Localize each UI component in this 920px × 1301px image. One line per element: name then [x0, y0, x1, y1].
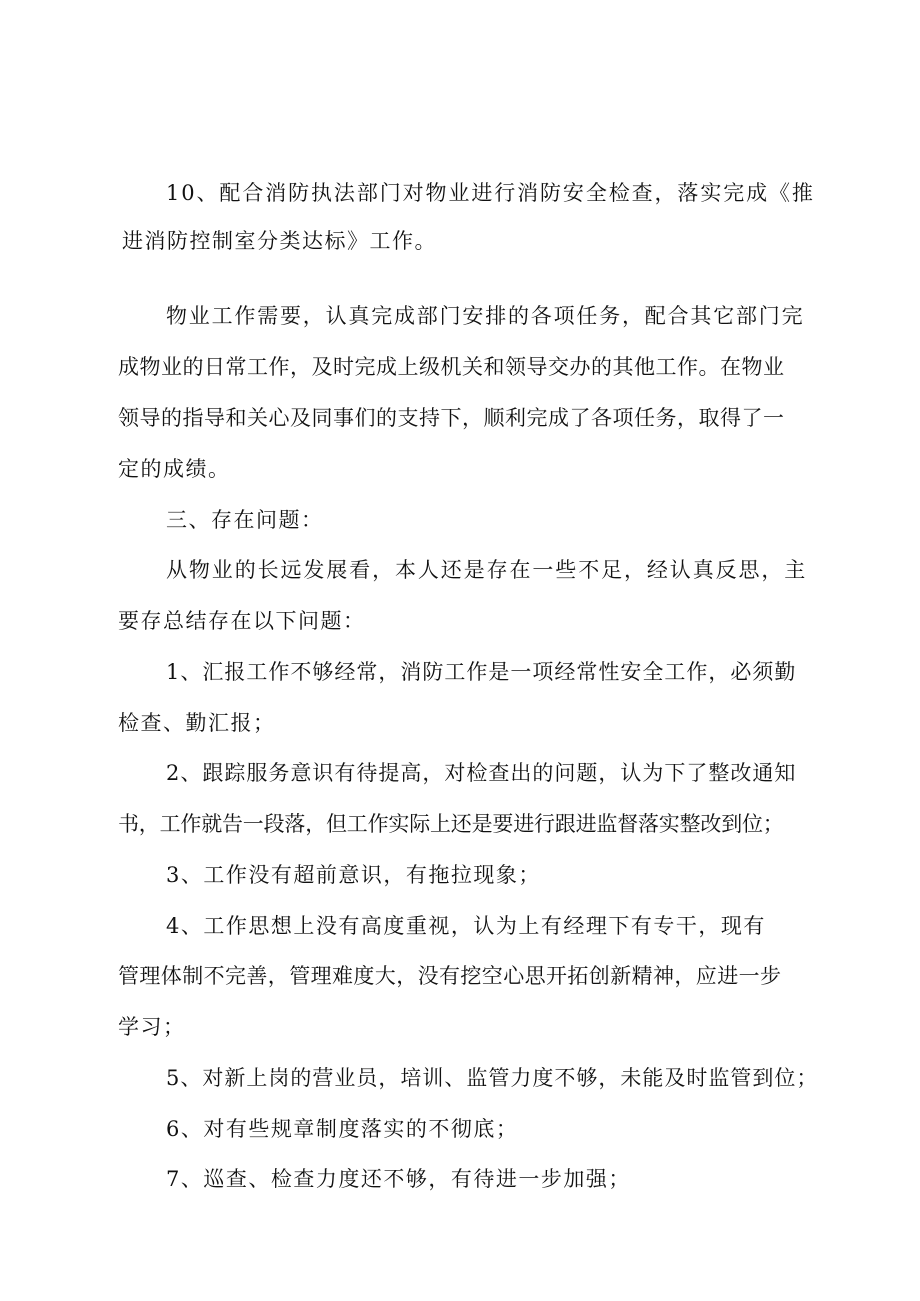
text-line-8: 从物业的长远发展看，本人还是存在一些不足，经认真反思，主	[166, 558, 808, 582]
list-item-6: 6、对有些规章制度落实的不彻底；	[166, 1117, 519, 1141]
text-line-2: 进消防控制室分类达标》工作。	[122, 229, 437, 253]
text-line-6: 定的成绩。	[118, 457, 231, 481]
list-item-2-cont: 书，工作就告一段落，但工作实际上还是要进行跟进监督落实整改到位；	[118, 812, 784, 836]
section-heading: 三、存在问题：	[166, 508, 324, 532]
list-item-1-cont: 检查、勤汇报；	[118, 711, 276, 735]
list-item-5: 5、对新上岗的营业员，培训、监管力度不够，未能及时监管到位；	[166, 1066, 819, 1090]
list-item-1: 1、汇报工作不够经常，消防工作是一项经常性安全工作，必须勤	[166, 660, 797, 684]
list-item-2: 2、跟踪服务意识有待提高，对检查出的问题，认为下了整改通知	[166, 761, 797, 785]
list-item-3: 3、工作没有超前意识，有拖拉现象；	[166, 863, 541, 887]
list-item-4-cont-2: 学习；	[118, 1015, 186, 1039]
text-line-3: 物业工作需要，认真完成部门安排的各项任务，配合其它部门完	[166, 304, 805, 328]
list-item-4-cont: 管理体制不完善，管理难度大，没有挖空心思开拓创新精神，应进一步	[118, 964, 782, 988]
text-line-4: 成物业的日常工作，及时完成上级机关和领导交办的其他工作。在物业	[118, 355, 785, 379]
list-item-4: 4、工作思想上没有高度重视，认为上有经理下有专干，现有	[166, 914, 766, 938]
text-line-5: 领导的指导和关心及同事们的支持下，顺利完成了各项任务，取得了一	[118, 406, 785, 430]
list-item-7: 7、巡查、检查力度还不够，有待进一步加强；	[166, 1167, 631, 1191]
text-line-9: 要存总结存在以下问题：	[118, 609, 366, 633]
text-line-1: 10、配合消防执法部门对物业进行消防安全检查，落实完成《推	[166, 181, 815, 205]
